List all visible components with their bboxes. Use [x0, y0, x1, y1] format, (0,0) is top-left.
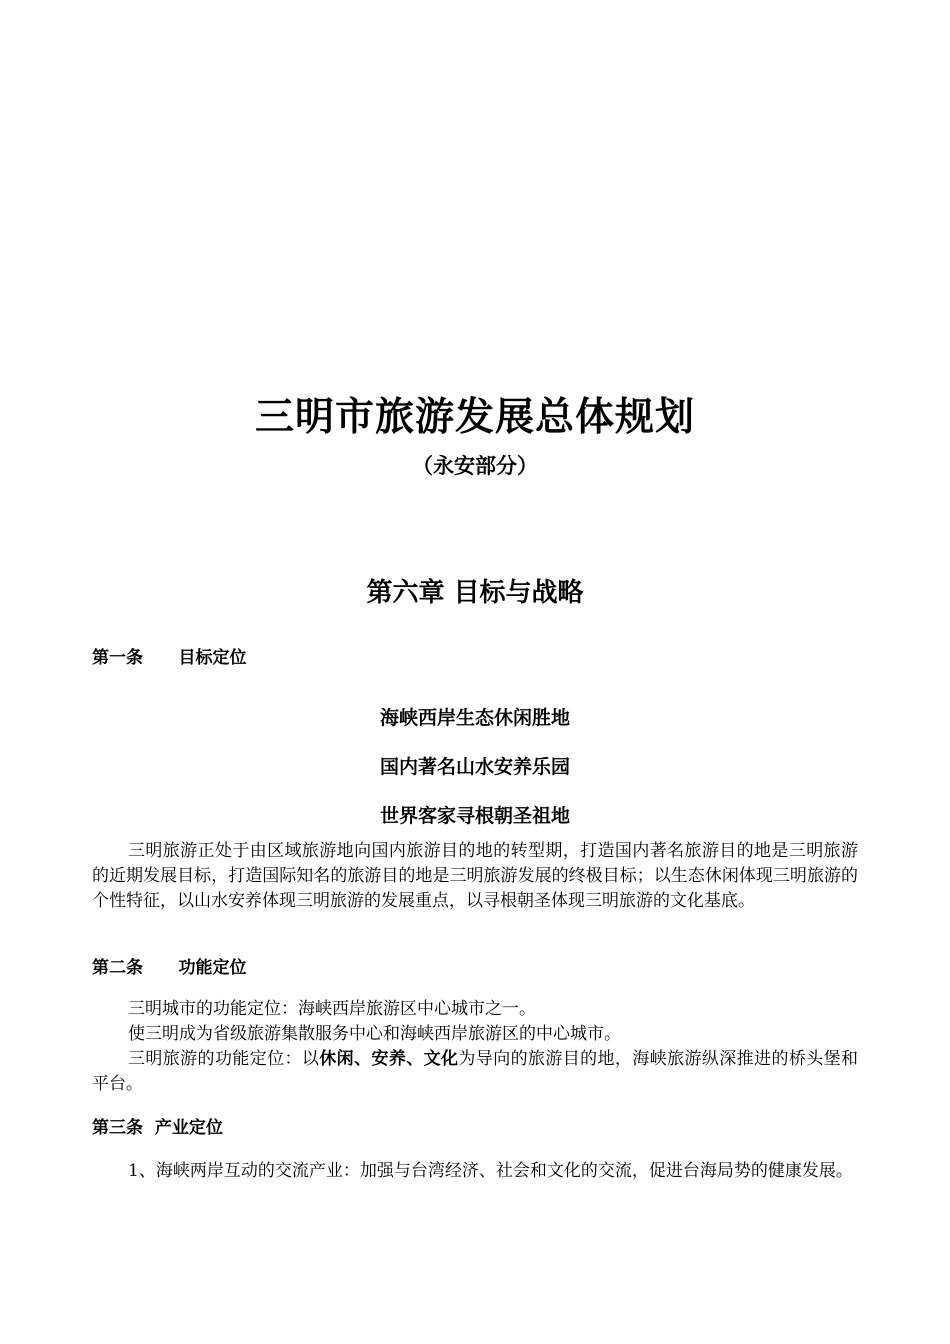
- function-line-3-suffix: 为导向的旅游目的地，海峡旅游纵深推进的桥头堡和平台。: [92, 1049, 859, 1094]
- function-line-3-prefix: 三明旅游的功能定位：以: [128, 1049, 320, 1069]
- article-heading-industry: 第三条 产业定位: [92, 1118, 223, 1138]
- slogan-1: 海峡西岸生态休闲胜地: [379, 707, 570, 729]
- function-line-2: 使三明成为省级旅游集散服务中心和海峡西岸旅游区的中心城市。: [128, 1024, 621, 1044]
- function-line-1: 三明城市的功能定位：海峡西岸旅游区中心城市之一。: [128, 999, 536, 1019]
- function-line-3: [92, 1047, 858, 1097]
- slogan-2: 国内著名山水安养乐园: [379, 756, 570, 778]
- function-line-3-emphasis: 休闲、安养、文化: [319, 1049, 459, 1069]
- chapter-title: 第六章 目标与战略: [366, 578, 584, 608]
- industry-item-1: 1、海峡两岸互动的交流产业：加强与台湾经济、社会和文化的交流，促进台海局势的健康发展。: [128, 1161, 853, 1181]
- goal-paragraph: 三明旅游正处于由区域旅游地向国内旅游目的地的转型期，打造国内著名旅游目的地是三明旅游的近期发展目标，打造国际知名的旅游目的地是三明旅游发展的终极目标；以生态休闲体现三明旅游的个性特征，以山水安养体现三明旅游的发展重点，以寻根朝圣体现三明旅游的文化基底。: [92, 841, 858, 911]
- document-title: 三明市旅游发展总体规划: [254, 395, 695, 440]
- article-heading-function: 第二条 功能定位: [92, 958, 247, 978]
- article-heading-goal: 第一条 目标定位: [92, 648, 247, 668]
- document-subtitle: （永安部分）: [412, 454, 538, 478]
- slogan-3: 世界客家寻根朝圣祖地: [379, 805, 570, 827]
